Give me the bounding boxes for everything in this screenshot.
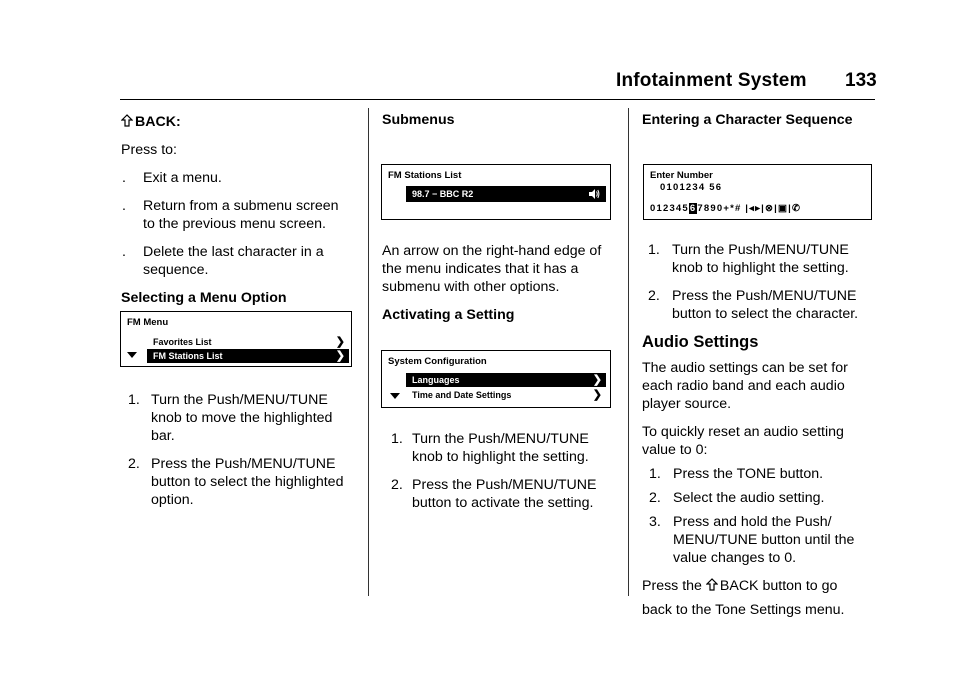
chevron-right-icon: ❯ — [592, 389, 602, 401]
step-item: 2. Press the Push/MENU/TUNE button to select the character. — [648, 288, 859, 322]
keypad-icon: ▣| — [777, 203, 793, 214]
step-text: Turn the Push/MENU/TUNE knob to highlight the setting. — [412, 431, 589, 465]
character-picker — [650, 203, 801, 214]
menu-row-favorites — [147, 335, 349, 349]
row-label: Languages — [412, 375, 460, 385]
audio-step: 2. Select the audio setting. — [649, 490, 825, 506]
column-2-steps — [382, 430, 618, 522]
selected-char[interactable]: 6 — [689, 203, 697, 214]
chevron-right-icon: ❯ — [335, 336, 345, 348]
step-text: Press the Push/MENU/TUNE button to select the highlighted option. — [151, 456, 344, 508]
column-2-top — [382, 111, 614, 139]
arrow-down-icon — [390, 393, 400, 399]
column-1 — [121, 113, 353, 317]
bullet-text: Delete the last character in a sequence. — [143, 244, 324, 278]
cursor-arrows-icon: |◂▸| — [745, 203, 765, 214]
step-item: 1. Turn the Push/MENU/TUNE knob to highlight the setting. — [391, 431, 589, 465]
row-label: 98.7 − BBC R2 — [412, 189, 474, 199]
menu-row-fm-stations — [147, 349, 349, 363]
system-configuration-screen — [381, 350, 611, 408]
audio-step: 1. Press the TONE button. — [649, 466, 824, 482]
step-text: Select the audio setting. — [673, 490, 825, 506]
bullet-text: Return from a submenu screen to the previous menu screen. — [143, 198, 339, 232]
audio-step: 3. Press and hold the Push/ MENU/TUNE button until the value changes to 0. — [649, 514, 855, 566]
row-label: FM Stations List — [153, 351, 223, 361]
column-divider-2 — [628, 108, 629, 596]
screen-title: Enter Number — [650, 170, 713, 181]
step-item: 2. Press the Push/MENU/TUNE button to select the highlighted option. — [128, 456, 344, 508]
chars-after: 7890+*# — [697, 203, 742, 214]
fm-menu-screen — [120, 311, 352, 367]
press-the-text: Press the — [642, 578, 702, 594]
entered-number: 0101234 56 — [660, 182, 723, 193]
audio-paragraph-1: The audio settings can be set for each radio band and each audio player source. — [642, 360, 848, 412]
step-text: Turn the Push/MENU/TUNE knob to highlight the setting. — [672, 242, 849, 276]
screen-title: FM Menu — [127, 317, 169, 328]
step-item: 1. Turn the Push/MENU/TUNE knob to highlight the setting. — [648, 242, 849, 276]
row-label: Time and Date Settings — [412, 390, 512, 400]
page-number: 133 — [845, 70, 877, 91]
arrow-down-icon — [127, 352, 137, 358]
step-text: Press the TONE button. — [673, 466, 824, 482]
submenus-heading: Submenus — [382, 112, 455, 128]
back-heading — [121, 113, 353, 131]
audio-paragraph-2: To quickly reset an audio setting value to 0: — [642, 424, 844, 458]
step-item: 1. Turn the Push/MENU/TUNE knob to move the highlighted bar. — [128, 392, 333, 444]
station-row — [406, 186, 606, 202]
screen-title: FM Stations List — [388, 170, 462, 181]
entering-heading: Entering a Character Sequence — [642, 112, 853, 128]
column-3-body — [642, 241, 878, 629]
header-rule — [120, 99, 875, 100]
column-2-mid — [382, 242, 618, 334]
back-instruction — [642, 577, 878, 595]
step-text: Press the Push/MENU/TUNE button to select the character. — [672, 288, 859, 322]
screen-title: System Configuration — [388, 356, 487, 367]
press-to-text: Press to: — [121, 142, 177, 158]
bullet-item: . Exit a menu. — [122, 170, 222, 186]
back-heading-text: BACK: — [135, 114, 181, 130]
menu-row-time-date — [406, 388, 606, 402]
running-header-title: Infotainment System — [616, 70, 807, 91]
bullet-item: . Delete the last character in a sequence. — [122, 244, 324, 278]
back-instruction-line2: back to the Tone Settings menu. — [642, 602, 845, 618]
selecting-heading: Selecting a Menu Option — [121, 290, 287, 306]
chars-before: 012345 — [650, 203, 689, 214]
step-text: Press the Push/MENU/TUNE button to activate the setting. — [412, 477, 597, 511]
arrow-explanation: An arrow on the right-hand edge of the menu indicates that it has a submenu with other options. — [382, 243, 602, 295]
bullet-text: Exit a menu. — [143, 170, 222, 186]
step-text: Press and hold the Push/ MENU/TUNE button until the value changes to 0. — [673, 514, 855, 566]
column-divider-1 — [368, 108, 369, 596]
back-icon — [706, 578, 718, 592]
bullet-item: . Return from a submenu screen to the previous menu screen. — [122, 198, 339, 232]
speaker-icon — [588, 188, 600, 200]
activating-heading: Activating a Setting — [382, 307, 515, 323]
back-icon — [121, 114, 133, 128]
row-label: Favorites List — [153, 337, 212, 347]
chevron-right-icon: ❯ — [335, 350, 345, 362]
enter-number-screen — [643, 164, 872, 220]
column-1-steps — [121, 391, 353, 519]
audio-settings-heading: Audio Settings — [642, 333, 759, 351]
chevron-right-icon: ❯ — [592, 374, 602, 386]
step-text: Turn the Push/MENU/TUNE knob to move the highlighted bar. — [151, 392, 333, 444]
menu-row-languages — [406, 373, 606, 387]
delete-icon: ⊗| — [764, 203, 778, 214]
step-item: 2. Press the Push/MENU/TUNE button to activate the setting. — [391, 477, 597, 511]
column-3-top — [642, 111, 878, 139]
phone-icon: ✆ — [792, 203, 802, 214]
fm-stations-list-screen — [381, 164, 611, 220]
back-rest-text: BACK button to go — [719, 578, 838, 594]
